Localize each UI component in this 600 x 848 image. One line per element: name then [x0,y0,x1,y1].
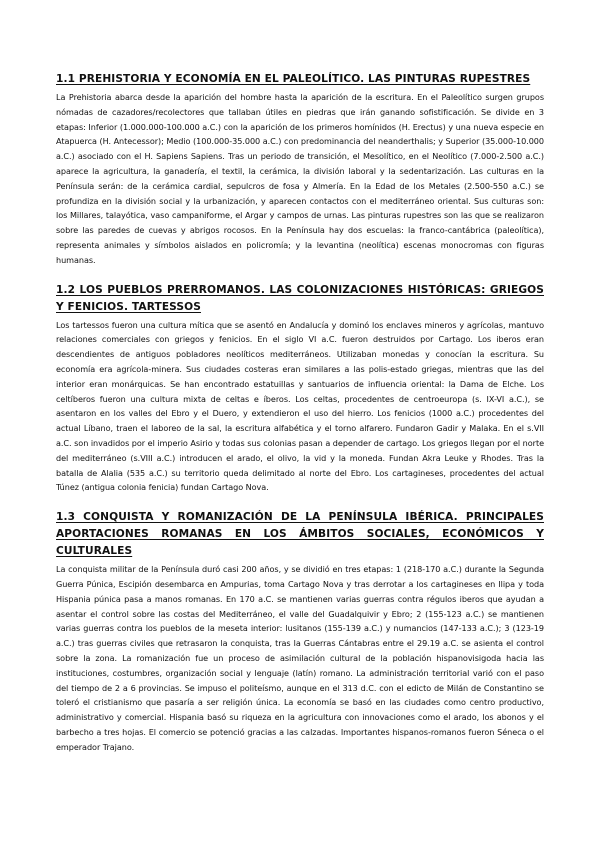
section-pueblos-prerromanos [56,282,544,496]
section-body: La conquista militar de la Península duró casi 200 años, y se dividió en tres etapas: 1 (218-170 a.C.) durante la Segunda Guerra Púnica, Escipión desembarca en Ampurias, toma Cartago Nova y tras derrotar a los cartagineses en Ilipa y toda Hispania púnica pasa a manos romanas. En 170 a.C. se mantienen varias guerras contra régulos iberos que ayudan a asentar el control sobre las costas del Mediterráneo, el valle del Guadalquivir y Ebro; 2 (155-123 a.C.) se mantienen varias guerras contra los pueblos de la meseta interior: lusitanos (155-139 a.C.) y numancios (147-133 a.C.); 3 (123-19 a.C.) tras guerras civiles que retrasaron la conquista, tras la Guerras Cántabras entre el 29.19 a.C. se asienta el control sobre la zona. La romanización fue un proceso de asimilación cultural de la población hispanovisigoda hacia las instituciones, costumbres, organización social y lenguaje (latín) romano. La administración territorial varió con el paso del tiempo de 2 a 6 provincias. Se impuso el politeísmo, aunque en el 313 d.C. con el edicto de Milán de Constantino se toleró el cristianismo que pasaría a ser religión única. La economía se basó en las ciudades como centro productivo, administrativo y comercial. Hispania basó su riqueza en la agricultura con innovaciones como el arado, los abonos y el barbecho a tres hojas. El comercio se potenció gracias a las calzadas. Importantes hispanos-romanos fueron Séneca o el emperador Trajano. [56,564,544,752]
document-page [56,71,544,754]
section-heading: 1.1 PREHISTORIA Y ECONOMÍA EN EL PALEOLÍTICO. LAS PINTURAS RUPESTRES [56,73,531,85]
section-prehistoria [56,71,544,268]
section-heading: 1.2 LOS PUEBLOS PRERROMANOS. LAS COLONIZACIONES HISTÓRICAS: GRIEGOS Y FENICIOS. TARTESSOS [56,283,544,313]
section-romanizacion [56,509,544,754]
section-heading: 1.3 CONQUISTA Y ROMANIZACIÓN DE LA PENÍNSULA IBÉRICA. PRINCIPALES APORTACIONES ROMANAS EN LOS ÁMBITOS SOCIALES, ECONÓMICOS Y CULTURALES [56,511,544,558]
section-body: La Prehistoria abarca desde la aparición del hombre hasta la aparición de la escritura. En el Paleolítico surgen grupos nómadas de cazadores/recolectores que tallaban útiles en piedras que irán ganando sofistificación. Se divide en 3 etapas: Inferior (1.000.000-100.000 a.C.) con la aparición de los primeros homínidos (H. Erectus) y una nueva especie en Atapuerca (H. Antecessor); Medio (100.000-35.000 a.C.) con predominancia del neanderthalis; y Superior (35.000-10.000 a.C.) asociado con el H. Sapiens Sapiens. Tras un periodo de transición, el Mesolítico, en el Neolítico (7.000-2.500 a.C.) aparece la agricultura, la ganadería, el textil, la cerámica, la división laboral y la sedentarización. Las culturas en la Península serán: de la cerámica cardial, sepulcros de fosa y Almería. En la Edad de los Metales (2.500-550 a.C.) se profundiza en la división social y la urbanización, y aparecen contactos con el mediterráneo oriental. Sus culturas son: los Millares, talayótica, vaso campaniforme, el Argar y campos de urnas. Las pinturas rupestres son las que se realizaron sobre las paredes de cuevas y abrigos rocosos. En la Península hay dos escuelas: la franco-cantábrica (paleolítica), representa animales y símbolos aislados en policromía; y la levantina (neolítica) escenas monocromas con figuras humanas. [56,92,544,265]
section-body: Los tartessos fueron una cultura mítica que se asentó en Andalucía y dominó los enclaves mineros y agrícolas, mantuvo relaciones comerciales con griegos y fenicios. En el siglo VI a.C. fueron destruidos por Cartago. Los iberos eran descendientes de antiguos pobladores neolíticos mediterráneos. Utilizaban monedas y conocían la escritura. Su economía era agrícola-minera. Sus ciudades costeras eran similares a las polis-estado griegas, mientras que las del interior eran monárquicas. Se han encontrado estatuillas y santuarios de influencia oriental: la Dama de Elche. Los celtíberos fueron una cultura mixta de celtas e íberos. Los celtas, procedentes de centroeuropa (s. IX-VI a.C.), se asentaron en los valles del Ebro y el Duero, y extendieron el uso del hierro. Los fenicios (1000 a.C.) procedentes del actual Líbano, traen el laboreo de la sal, la escritura alfabética y el torno alfarero. Fundaron Gadir y Malaka. En el s.VII a.C. son invadidos por el imperio Asirio y todas sus colonias pasan a depender de cartago. Los griegos llegan por el norte del mediterráneo (s.VIII a.C.) introducen el arado, el olivo, la vid y la moneda. Fundan Akra Leuke y Rhodes. Tras la batalla de Alalia (535 a.C.) su territorio queda delimitado al norte del Ebro. Los cartagineses, procedentes del actual Túnez (antigua colonia fenicia) fundan Cartago Nova. [56,319,544,493]
